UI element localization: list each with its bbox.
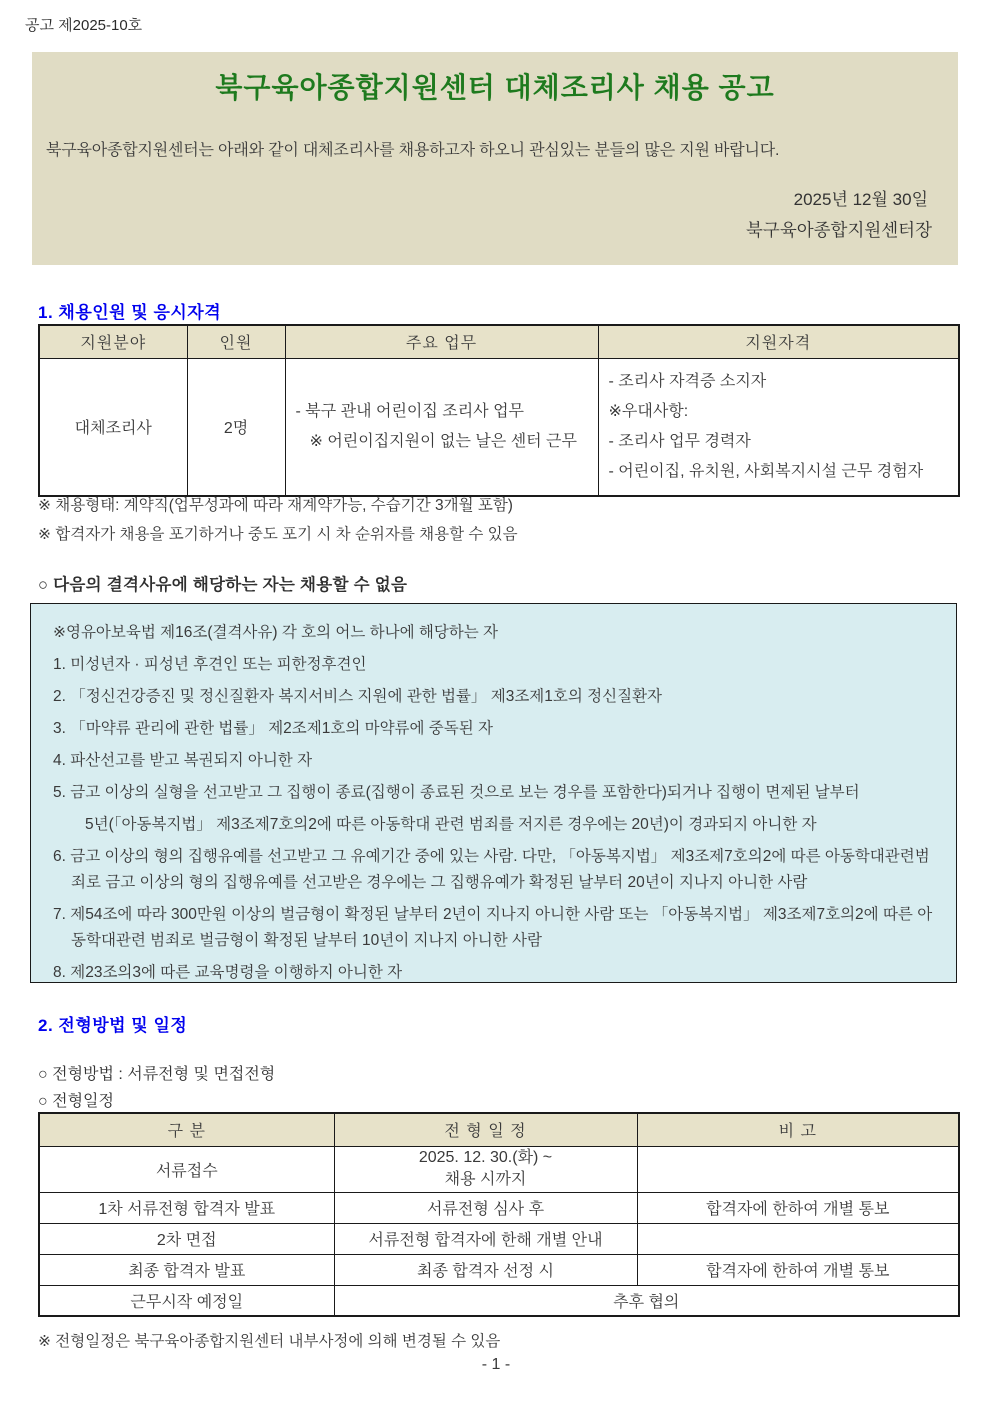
note-line: ※ 채용형태: 계약직(업무성과에 따라 재계약가능, 수습기간 3개월 포함) [38,497,513,514]
announcement-signer: 북구육아종합지원센터장 [746,220,932,240]
schedule-line: 채용 시까지 [444,1171,527,1188]
cell-note: 합격자에 한하여 개별 통보 [637,1192,959,1223]
doc-number: 공고 제2025-10호 [25,17,143,34]
section1-heading: 1. 채용인원 및 응시자격 [38,303,222,322]
cell-category: 최종 합격자 발표 [39,1254,334,1285]
cell-note [637,1146,959,1192]
recruit-table-row [39,358,959,496]
recruit-notes [38,497,518,555]
cell-field: 대체조리사 [39,358,187,496]
table-row [39,1285,959,1316]
schedule-col-note: 비 고 [637,1113,959,1146]
cell-schedule: 서류전형 합격자에 한해 개별 안내 [334,1223,637,1254]
table-row [39,1254,959,1285]
schedule-table [38,1112,960,1317]
qualification-line: - 조리사 자격증 소지자 [608,372,767,390]
disqualification-box [30,603,957,983]
table-row [39,1192,959,1223]
schedule-col-category: 구 분 [39,1113,334,1146]
duty-line: - 북구 관내 어린이집 조리사 업무 [295,402,524,420]
schedule-col-schedule: 전 형 일 정 [334,1113,637,1146]
qualification-line: - 어린이집, 유치원, 사회복지시설 근무 경험자 [608,462,924,480]
announcement-intro: 북구육아종합지원센터는 아래와 같이 대체조리사를 채용하고자 하오니 관심있는 분들의 많은 지원 바랍니다. [46,142,780,159]
qualification-line: ※우대사항: [608,402,689,420]
disqualification-item: 6. 금고 이상의 형의 집행유예를 선고받고 그 유예기간 중에 있는 사람. 다만, 「아동복지법」 제3조제7호의2에 따른 아동학대관련범죄로 금고 이상의 형의 집행유예를 선고받은 경우에는 그 집행유예가 확정된 날부터 20년이 지나지 아니한 사람 [53,848,930,891]
cell-schedule [334,1146,637,1192]
cell-note: 합격자에 한하여 개별 통보 [637,1254,959,1285]
qualification-line: - 조리사 업무 경력자 [608,432,751,450]
cell-schedule: 서류전형 심사 후 [334,1192,637,1223]
disqualification-item: ※영유아보육법 제16조(결격사유) 각 호의 어느 하나에 해당하는 자 [53,624,499,641]
disqualification-heading: ○ 다음의 결격사유에 해당하는 자는 채용할 수 없음 [38,576,408,594]
cell-schedule: 최종 합격자 선정 시 [334,1254,637,1285]
note-line: ※ 합격자가 채용을 포기하거나 중도 포기 시 차 순위자를 채용할 수 있음 [38,526,518,543]
duty-line: ※ 어린이집지원이 없는 날은 센터 근무 [309,432,577,450]
disqualification-item: 3. 「마약류 관리에 관한 법률」 제2조제1호의 마약류에 중독된 자 [53,720,493,737]
recruit-table-header-row [39,325,959,358]
disqualification-item: 4. 파산선고를 받고 복권되지 아니한 자 [53,752,313,769]
announcement-header-box [32,52,958,265]
selection-method: ○ 전형방법 : 서류전형 및 면접전형 [38,1066,276,1083]
cell-category: 근무시작 예정일 [39,1285,334,1316]
disqualification-item: 2. 「정신건강증진 및 정신질환자 복지서비스 지원에 관한 법률」 제3조제1호의 정신질환자 [53,688,663,705]
cell-note [637,1223,959,1254]
cell-duties [285,358,598,496]
disqualification-item: 1. 미성년자 · 피성년 후견인 또는 피한정후견인 [53,656,367,673]
cell-schedule: 추후 협의 [334,1285,959,1316]
disqualification-item: 5. 금고 이상의 실형을 선고받고 그 집행이 종료(집행이 종료된 것으로 보는 경우를 포함한다)되거나 집행이 면제된 날부터 [53,784,860,801]
announcement-date: 2025년 12월 30일 [793,190,928,209]
table-row [39,1223,959,1254]
recruit-col-count: 인원 [187,325,285,358]
cell-category: 서류접수 [39,1146,334,1192]
table-row [39,1146,959,1192]
recruit-col-field: 지원분야 [39,325,187,358]
schedule-line: 2025. 12. 30.(화) ~ [418,1149,553,1166]
disqualification-item: 5년(「아동복지법」 제3조제7호의2에 따른 아동학대 관련 범죄를 저지른 경우에는 20년)이 경과되지 아니한 자 [85,816,817,833]
cell-category: 1차 서류전형 합격자 발표 [39,1192,334,1223]
recruit-col-qualifications: 지원자격 [598,325,959,358]
schedule-footnote: ※ 전형일정은 북구육아종합지원센터 내부사정에 의해 변경될 수 있음 [38,1333,501,1350]
disqualification-item: 7. 제54조에 따라 300만원 이상의 벌금형이 확정된 날부터 2년이 지나지 아니한 사람 또는 「아동복지법」 제3조제7호의2에 따른 아동학대관련 범죄로 벌금형이 확정된 날부터 10년이 지나지 아니한 사람 [53,906,933,949]
recruit-table [38,324,960,497]
disqualification-item: 8. 제23조의3에 따른 교육명령을 이행하지 아니한 자 [53,964,403,981]
cell-qualifications [598,358,959,496]
section2-heading: 2. 전형방법 및 일정 [38,1016,188,1035]
selection-schedule-label: ○ 전형일정 [38,1093,114,1110]
cell-category: 2차 면접 [39,1223,334,1254]
schedule-table-header-row [39,1113,959,1146]
announcement-title: 북구육아종합지원센터 대체조리사 채용 공고 [215,72,775,103]
page-number: - 1 - [481,1356,511,1373]
cell-count: 2명 [187,358,285,496]
recruit-col-duties: 주요 업무 [285,325,598,358]
